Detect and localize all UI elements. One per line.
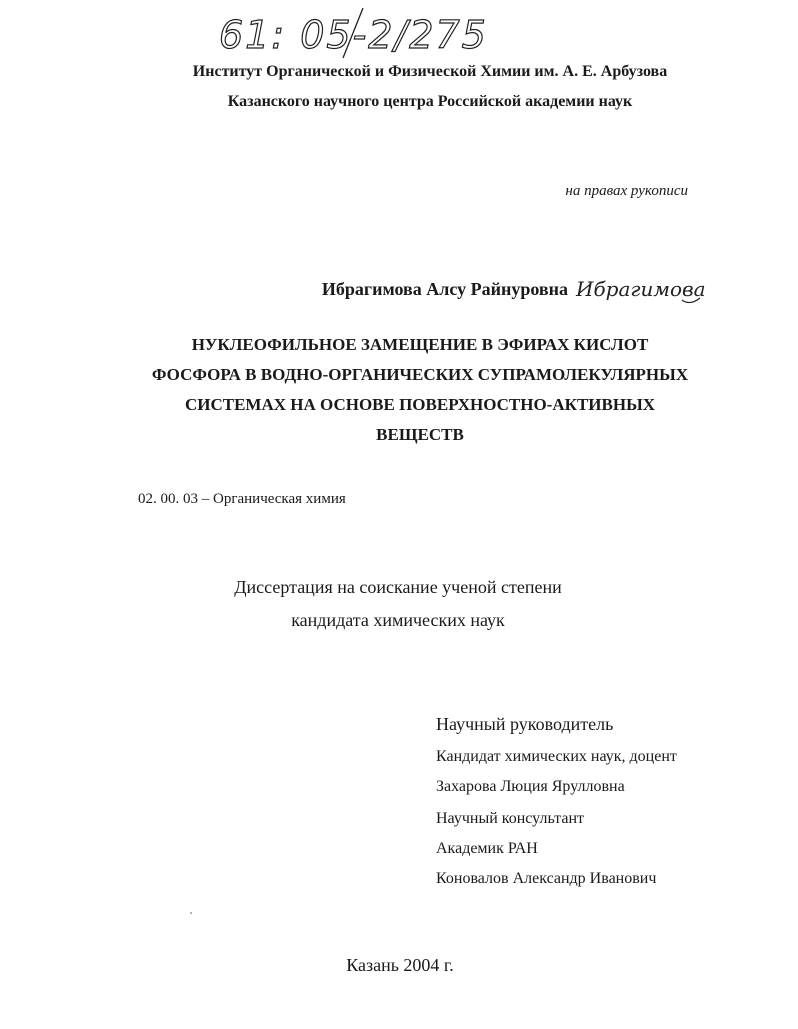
author-name: Ибрагимова Алсу Райнуровна [321, 279, 568, 299]
thesis-title-line-2: ФОСФОРА В ВОДНО-ОРГАНИЧЕСКИХ СУПРАМОЛЕКУЛЯРНЫХ [151, 365, 689, 384]
rights-note: на правах рукописи [565, 183, 688, 199]
institute-line-1: Институт Органической и Физической Химии им. А. Е. Арбузова [192, 63, 668, 80]
degree-line-2: кандидата химических наук [291, 610, 505, 630]
supervisor-title: Кандидат химических наук, доцент [436, 748, 677, 765]
consultant-title: Академик РАН [436, 840, 538, 857]
supervisor-name: Захарова Люция Ярулловна [436, 778, 625, 795]
advisor-heading: Научный руководитель [436, 714, 614, 734]
author-signature [572, 272, 712, 308]
thesis-title-line-3: СИСТЕМАХ НА ОСНОВЕ ПОВЕРХНОСТНО-АКТИВНЫХ [184, 395, 656, 414]
city-year: Казань 2004 г. [346, 955, 454, 975]
specialty-code: 02. 00. 03 – Органическая химия [138, 491, 346, 507]
consultant-label: Научный консультант [436, 810, 584, 827]
scan-speck [190, 912, 192, 914]
catalog-number-text: 61: 05-2/275 [219, 13, 488, 57]
degree-line-1: Диссертация на соискание ученой степени [234, 577, 562, 597]
thesis-title-line-1: НУКЛЕОФИЛЬНОЕ ЗАМЕЩЕНИЕ В ЭФИРАХ КИСЛОТ [191, 335, 649, 354]
institute-line-2: Казанского научного центра Российской академии наук [227, 93, 633, 110]
catalog-number-handwritten [215, 4, 488, 60]
consultant-name: Коновалов Александр Иванович [436, 870, 657, 887]
thesis-title-line-4: ВЕЩЕСТВ [376, 425, 464, 444]
signature-text: Ибрагимова [576, 277, 706, 301]
